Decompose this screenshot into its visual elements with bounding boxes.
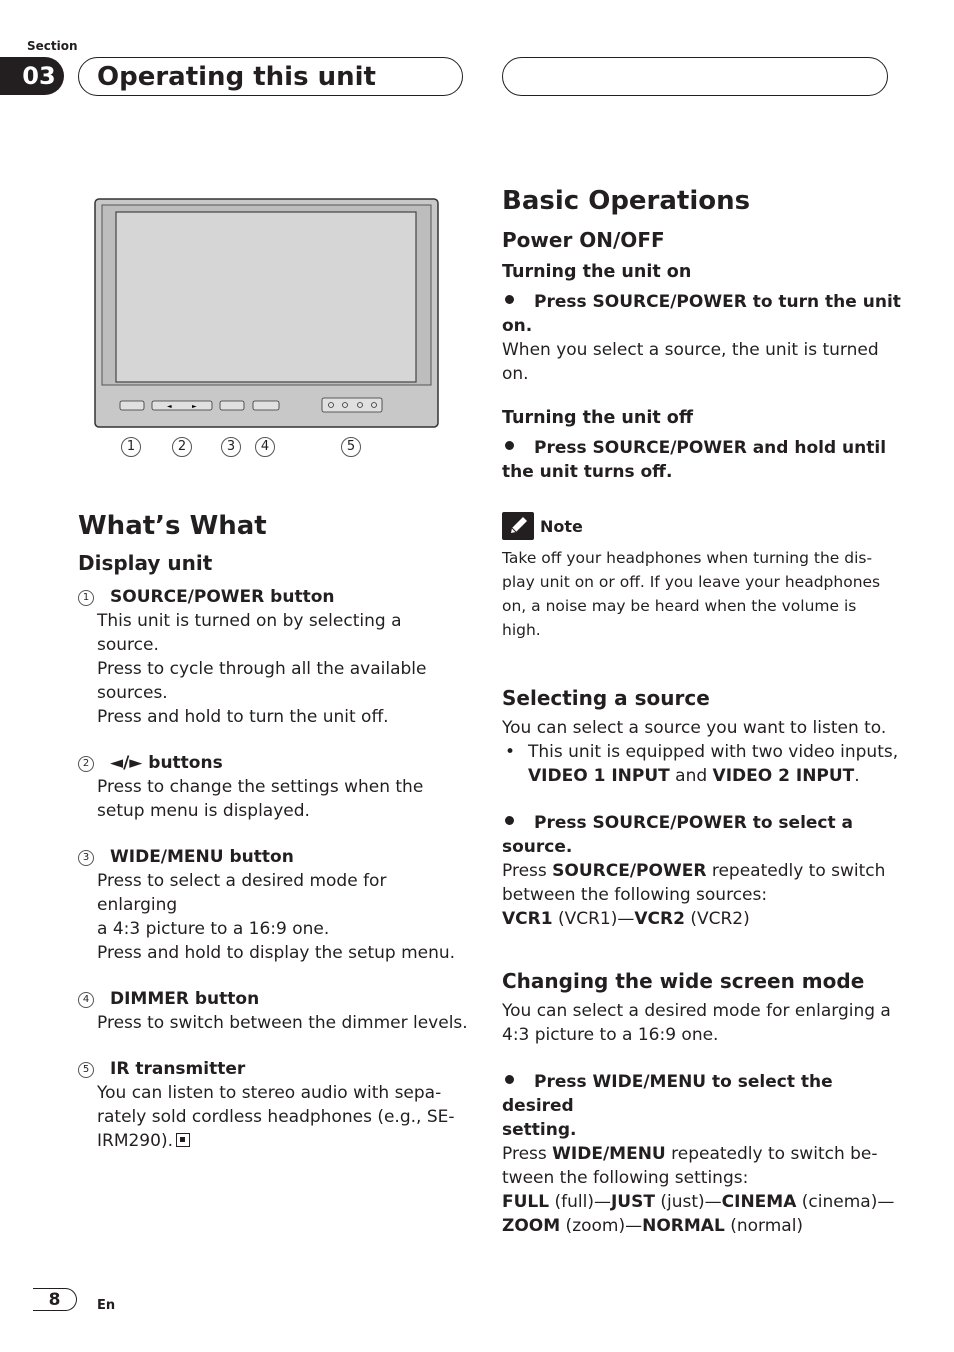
instruction-text: the unit turns off. [502,462,673,482]
end-mark-icon [176,1133,190,1147]
body-text: This unit is equipped with two video inputs, [528,742,899,762]
display-unit-drawing [94,198,439,430]
bullet-icon [505,295,514,304]
instruction-text: Press SOURCE/POWER and hold until [534,438,887,458]
item-title: WIDE/MENU button [110,847,294,867]
power-heading: Power ON/OFF [502,228,665,252]
item-number: 2 [78,756,94,772]
note-label: Note [540,516,583,536]
note-header [502,512,902,540]
note-line: high. [502,621,541,639]
callout-1-label: 1 [121,437,141,457]
callout-2-label: 2 [172,437,192,457]
bold-term: VCR2 [634,909,685,929]
callout-1 [121,437,141,457]
item-title: ◄/► buttons [110,753,223,773]
body-text: between the following sources: [502,885,768,905]
item-line: This unit is turned on by selecting a source. [97,611,402,655]
bullet-icon [505,816,514,825]
basic-operations-heading: Basic Operations [502,186,751,216]
item-line: rately sold cordless headphones (e.g., SE- [97,1107,455,1127]
bold-term: CINEMA [721,1192,797,1212]
bold-term: JUST [610,1192,655,1212]
item-title: IR transmitter [110,1059,246,1079]
bullet-icon [505,441,514,450]
turning-off-heading: Turning the unit off [502,408,693,428]
body-text: Press [502,861,553,881]
callout-5 [341,437,361,457]
bold-term: NORMAL [642,1216,725,1236]
item-line: a 4:3 picture to a 16:9 one. [97,919,330,939]
bullet-item [502,740,902,788]
body-text: (cinema)— [796,1192,895,1212]
body-text: Press [502,1144,553,1164]
svg-text:◄: ◄ [167,403,172,410]
item-title: DIMMER button [110,989,260,1009]
display-unit-illustration [94,198,439,430]
body-text: tween the following settings: [502,1168,749,1188]
item-line: sources. [97,683,168,703]
callout-3-label: 3 [221,437,241,457]
language-code: En [97,1298,116,1313]
body-text: You can select a desired mode for enlarging a [502,1001,891,1021]
item-line: Press to change the settings when the [97,777,424,797]
item-line: Press to cycle through all the available [97,659,427,679]
item-number: 3 [78,850,94,866]
body-text: and [669,766,713,786]
wide-screen-heading: Changing the wide screen mode [502,969,865,993]
page-number: 8 [33,1288,77,1311]
list-item [78,845,468,965]
note-line: on, a noise may be heard when the volume is [502,597,857,615]
body-text: (just)— [654,1192,722,1212]
callout-5-label: 5 [341,437,361,457]
whats-what-section [78,511,468,1153]
body-text: 4:3 picture to a 16:9 one. [502,1025,719,1045]
note-pencil-icon [502,512,534,540]
item-line: Press and hold to turn the unit off. [97,707,389,727]
display-unit-heading: Display unit [78,551,213,575]
section-label: Section [27,39,78,53]
callout-3 [221,437,241,457]
body-text: (normal) [724,1216,804,1236]
bold-term: FULL [502,1192,550,1212]
item-number: 5 [78,1062,94,1078]
item-title: SOURCE/POWER button [110,587,335,607]
item-line: Press to select a desired mode for enlarging [97,871,387,915]
note-line: Take off your headphones when turning the dis- [502,549,873,567]
bold-term: VIDEO 1 INPUT [528,766,670,786]
instruction-text: Press SOURCE/POWER to turn the unit [534,292,901,312]
bold-term: WIDE/MENU [552,1144,666,1164]
instruction-text: setting. [502,1120,577,1140]
bold-term: ZOOM [502,1216,561,1236]
instruction-text: Press WIDE/MENU to select the desired [502,1072,833,1116]
whats-what-heading: What’s What [78,511,267,541]
body-text: (VCR1)— [552,909,635,929]
item-line: Press and hold to display the setup menu. [97,943,456,963]
note-line: play unit on or off. If you leave your headphones [502,573,881,591]
body-text: (full)— [549,1192,611,1212]
body-text: repeatedly to switch [706,861,886,881]
body-text: You can select a source you want to listen to. [502,718,887,738]
item-number: 1 [78,590,94,606]
item-line: setup menu is displayed. [97,801,310,821]
instruction-text: source. [502,837,573,857]
item-number: 4 [78,992,94,1008]
list-item [78,751,468,823]
section-number: 03 [0,57,64,95]
item-line: You can listen to stereo audio with sepa- [97,1083,442,1103]
item-line: Press to switch between the dimmer levels. [97,1013,468,1033]
item-line: IRM290). [97,1131,173,1151]
body-text: When you select a source, the unit is turned [502,340,879,360]
bullet-dot-icon: • [505,742,516,762]
list-item [78,1057,468,1153]
callout-4 [255,437,275,457]
page-title [78,57,463,96]
body-text: . [854,766,860,786]
basic-operations-section [502,186,902,1238]
header-empty-pill [502,57,888,96]
turning-on-heading: Turning the unit on [502,262,692,282]
body-text: (VCR2) [684,909,750,929]
selecting-source-heading: Selecting a source [502,686,710,710]
list-item [78,987,468,1035]
bold-term: VIDEO 2 INPUT [712,766,855,786]
callout-4-label: 4 [255,437,275,457]
page-title-text: Operating this unit [97,61,376,92]
body-text: repeatedly to switch be- [665,1144,878,1164]
svg-text:►: ► [192,403,197,410]
bullet-icon [505,1075,514,1084]
body-text: (zoom)— [560,1216,643,1236]
callout-2 [172,437,192,457]
list-item [78,585,468,729]
note-body [502,546,902,642]
instruction-text: on. [502,316,533,336]
body-text: on. [502,364,529,384]
instruction-text: Press SOURCE/POWER to select a [534,813,854,833]
bold-term: VCR1 [502,909,553,929]
bold-term: SOURCE/POWER [552,861,707,881]
